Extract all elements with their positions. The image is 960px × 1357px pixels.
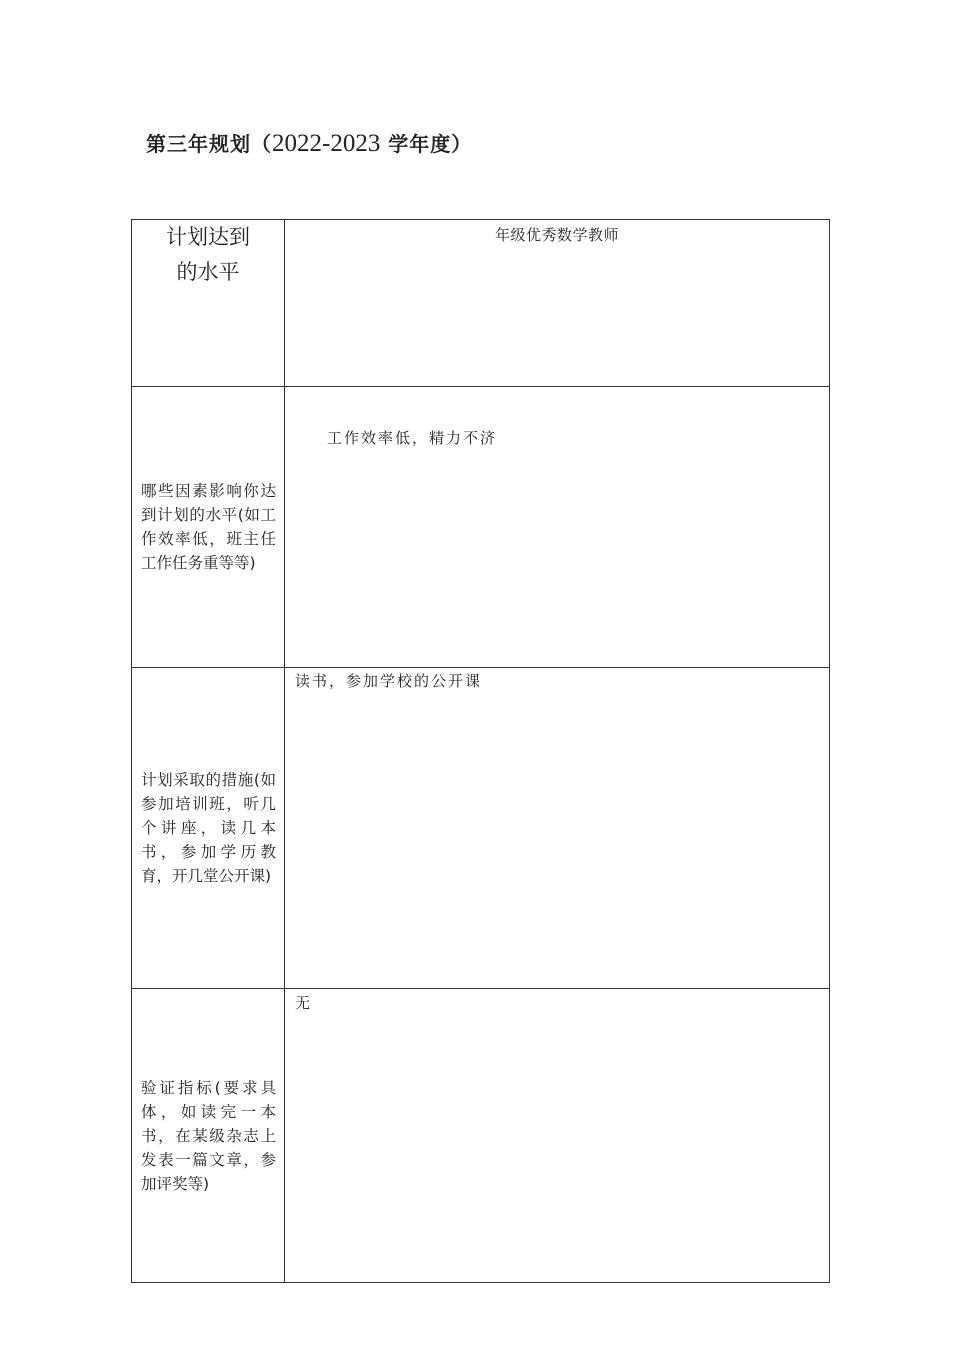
- table-row-indicators: [132, 989, 830, 1283]
- title-suffix: 学年度）: [380, 132, 473, 156]
- label-target-level: [132, 220, 285, 387]
- title-year: 2022-2023: [272, 130, 381, 157]
- plan-table: [131, 219, 830, 1283]
- value-factors: 工作效率低，精力不济: [285, 387, 830, 668]
- value-target-level: 年级优秀数学教师: [285, 220, 830, 387]
- label-indicators: 验证指标(要求具体，如读完一本书，在某级杂志上发表一篇文章，参加评奖等): [132, 989, 285, 1283]
- value-indicators: 无: [285, 989, 830, 1283]
- table-row-target-level: [132, 220, 830, 387]
- label-factors: 哪些因素影响你达到计划的水平(如工作效率低，班主任工作任务重等等): [132, 387, 285, 668]
- page-title: [146, 128, 472, 158]
- label-measures: 计划采取的措施(如参加培训班，听几个讲座，读几本书，参加学历教育，开几堂公开课): [132, 668, 285, 989]
- label-target-level-line-1: 计划达到: [166, 225, 250, 249]
- label-target-level-line-2: 的水平: [176, 260, 240, 284]
- title-prefix: 第三年规划（: [146, 132, 272, 156]
- table-row-measures: [132, 668, 830, 989]
- value-measures: 读书，参加学校的公开课: [285, 668, 830, 989]
- table-row-factors: [132, 387, 830, 668]
